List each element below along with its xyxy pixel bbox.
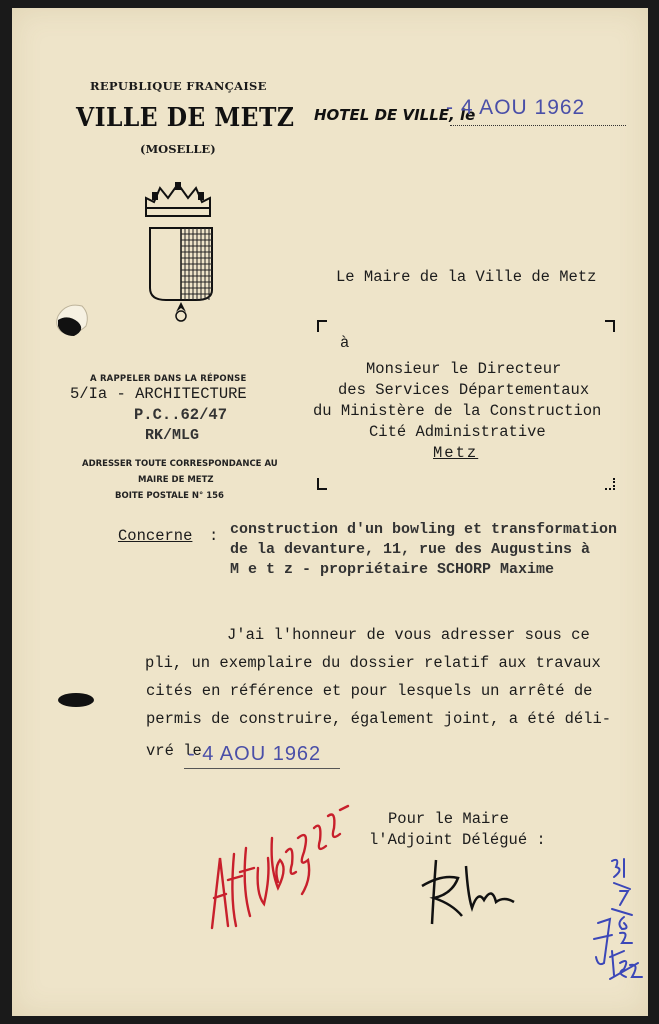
subject-colon: : bbox=[209, 527, 219, 545]
date-stamp-top: - 4 AOU 1962 bbox=[446, 96, 586, 119]
recipient-line: Cité Administrative bbox=[369, 423, 546, 441]
letter-page bbox=[12, 8, 648, 1016]
correspondence-address-line: ADRESSER TOUTE CORRESPONDANCE AU bbox=[82, 459, 278, 469]
letterhead-republic: REPUBLIQUE FRANÇAISE bbox=[90, 79, 267, 93]
subject-line: construction d'un bowling et transformation bbox=[230, 521, 618, 538]
reference-initials: RK/MLG bbox=[145, 427, 200, 444]
closing-line: l'Adjoint Délégué : bbox=[369, 831, 546, 849]
correspondence-address-line: BOITE POSTALE N° 156 bbox=[115, 491, 224, 501]
address-corner-mark bbox=[317, 320, 327, 332]
handwritten-red-annotation-icon bbox=[198, 798, 358, 948]
body-line: vré le bbox=[146, 742, 202, 760]
subject-line: M e t z - propriétaire SCHORP Maxime bbox=[230, 561, 555, 578]
reference-line: 5/Ia - ARCHITECTURE bbox=[70, 385, 247, 403]
address-corner-mark bbox=[605, 320, 615, 332]
sender-line: Le Maire de la Ville de Metz bbox=[336, 268, 597, 286]
recipient-city: Metz bbox=[433, 444, 479, 462]
body-line: J'ai l'honneur de vous adresser sous ce bbox=[227, 626, 590, 644]
date-stamp-body: - 4 AOU 1962 bbox=[188, 743, 322, 765]
body-line: permis de construire, également joint, a été déli- bbox=[146, 710, 612, 728]
handwritten-blue-annotation-icon bbox=[590, 853, 646, 993]
punch-hole-icon bbox=[52, 296, 98, 342]
recipient-prefix: à bbox=[340, 334, 350, 352]
permit-number: P.C..62/47 bbox=[134, 406, 228, 424]
signature-icon bbox=[412, 846, 542, 936]
letterhead-city: VILLE DE METZ bbox=[76, 103, 295, 133]
address-corner-mark bbox=[317, 478, 327, 490]
recipient-line: Monsieur le Directeur bbox=[366, 360, 562, 378]
recipient-line: des Services Départementaux bbox=[338, 381, 590, 399]
correspondence-address-line: MAIRE DE METZ bbox=[138, 475, 214, 485]
letterhead-department: (MOSELLE) bbox=[140, 142, 216, 156]
body-line: cités en référence et pour lesquels un arrêté de bbox=[146, 682, 593, 700]
subject-label: Concerne bbox=[118, 527, 193, 545]
body-line: pli, un exemplaire du dossier relatif aux travaux bbox=[145, 654, 601, 672]
metz-coat-of-arms-icon bbox=[136, 178, 220, 326]
recipient-line: du Ministère de la Construction bbox=[313, 402, 602, 420]
subject-line: de la devanture, 11, rue des Augustins à bbox=[230, 541, 591, 558]
punch-hole-icon bbox=[52, 686, 98, 716]
dateline-place: HOTEL DE VILLE, le bbox=[314, 106, 476, 124]
date-underline bbox=[184, 768, 340, 769]
address-corner-mark bbox=[605, 478, 615, 490]
dateline-underline bbox=[450, 125, 626, 126]
closing-line: Pour le Maire bbox=[388, 810, 509, 828]
reference-reminder: A RAPPELER DANS LA RÉPONSE bbox=[90, 374, 247, 384]
